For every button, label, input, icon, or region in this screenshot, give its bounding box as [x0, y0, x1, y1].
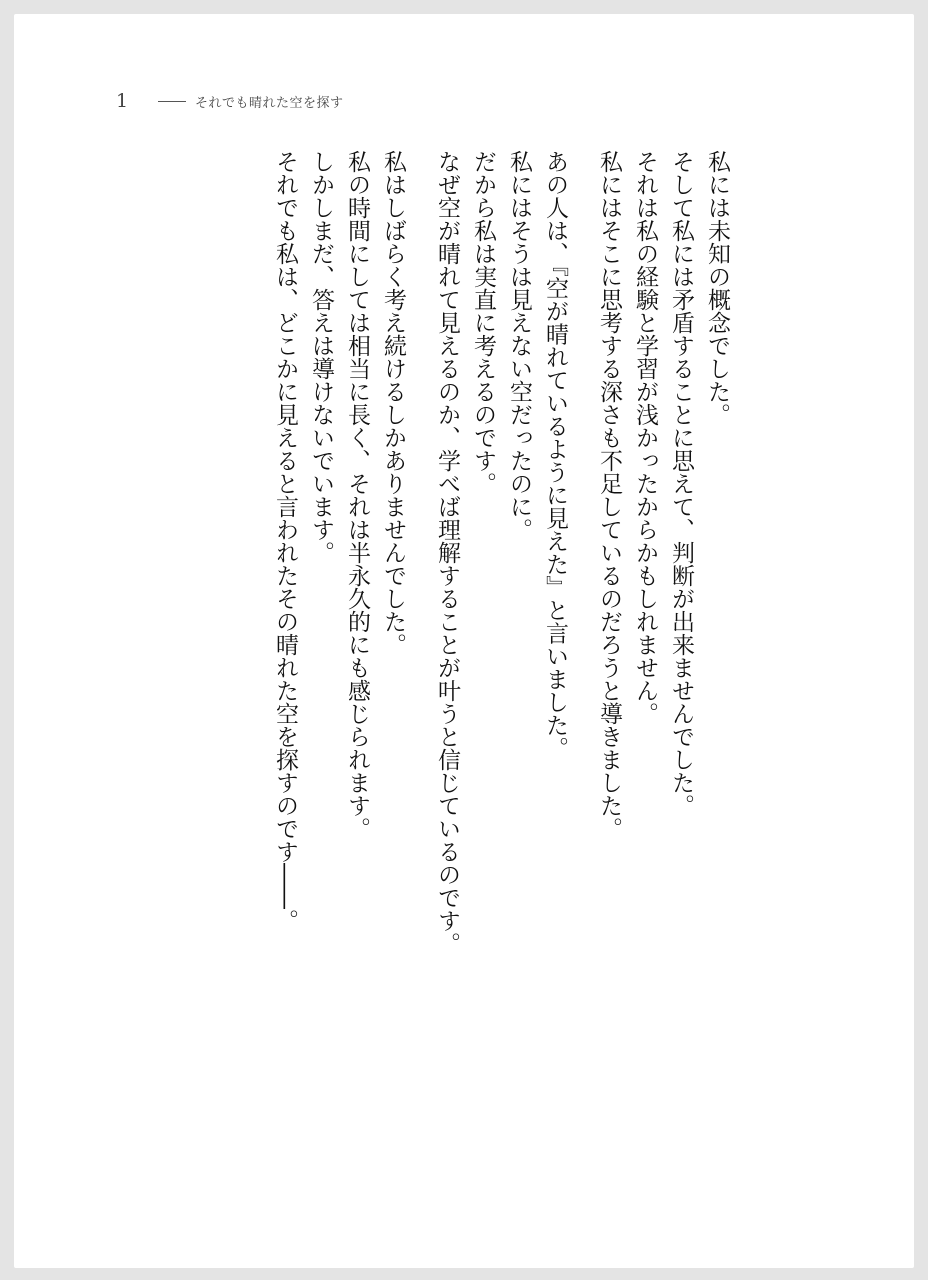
- paragraph-1: [591, 150, 735, 1020]
- text-line: だから私は実直に考えるのです。: [470, 150, 496, 495]
- text-line: それでも私は、どこかに見えると言われたその晴れた空を探すのです――。: [272, 150, 298, 932]
- text-line: それは私の経験と学習が浅かったからかもしれません。: [632, 150, 658, 725]
- paragraph-gap: [573, 150, 591, 1020]
- text-line: 私にはそこに思考する深さも不足しているのだろうと導きました。: [596, 150, 622, 840]
- text-line: あの人は、『空が晴れているように見えた』と言いました。: [542, 150, 568, 760]
- paragraph-3: [267, 150, 411, 1020]
- text-line: 私には未知の概念でした。: [704, 150, 730, 426]
- text-line: 私の時間にしては相当に長く、それは半永久的にも感じられます。: [344, 150, 370, 840]
- paragraph-2: [429, 150, 573, 1020]
- header-dash: [158, 101, 186, 102]
- chapter-title: それでも晴れた空を探す: [195, 95, 344, 111]
- book-page: [14, 14, 914, 1268]
- page-number: 1: [116, 90, 129, 112]
- text-line: 私にはそうは見えない空だったのに。: [506, 150, 532, 541]
- text-line: そして私には矛盾することに思えて、判断が出来ませんでした。: [668, 150, 694, 817]
- running-header: [116, 86, 344, 116]
- text-line: 私はしばらく考え続けるしかありませんでした。: [380, 150, 406, 656]
- text-line: なぜ空が晴れて見えるのか、学べば理解することが叶うと信じているのです。: [434, 150, 460, 955]
- text-line: しかしまだ、答えは導けないでいます。: [308, 150, 334, 564]
- vertical-body-text: [267, 150, 735, 1020]
- paragraph-gap: [411, 150, 429, 1020]
